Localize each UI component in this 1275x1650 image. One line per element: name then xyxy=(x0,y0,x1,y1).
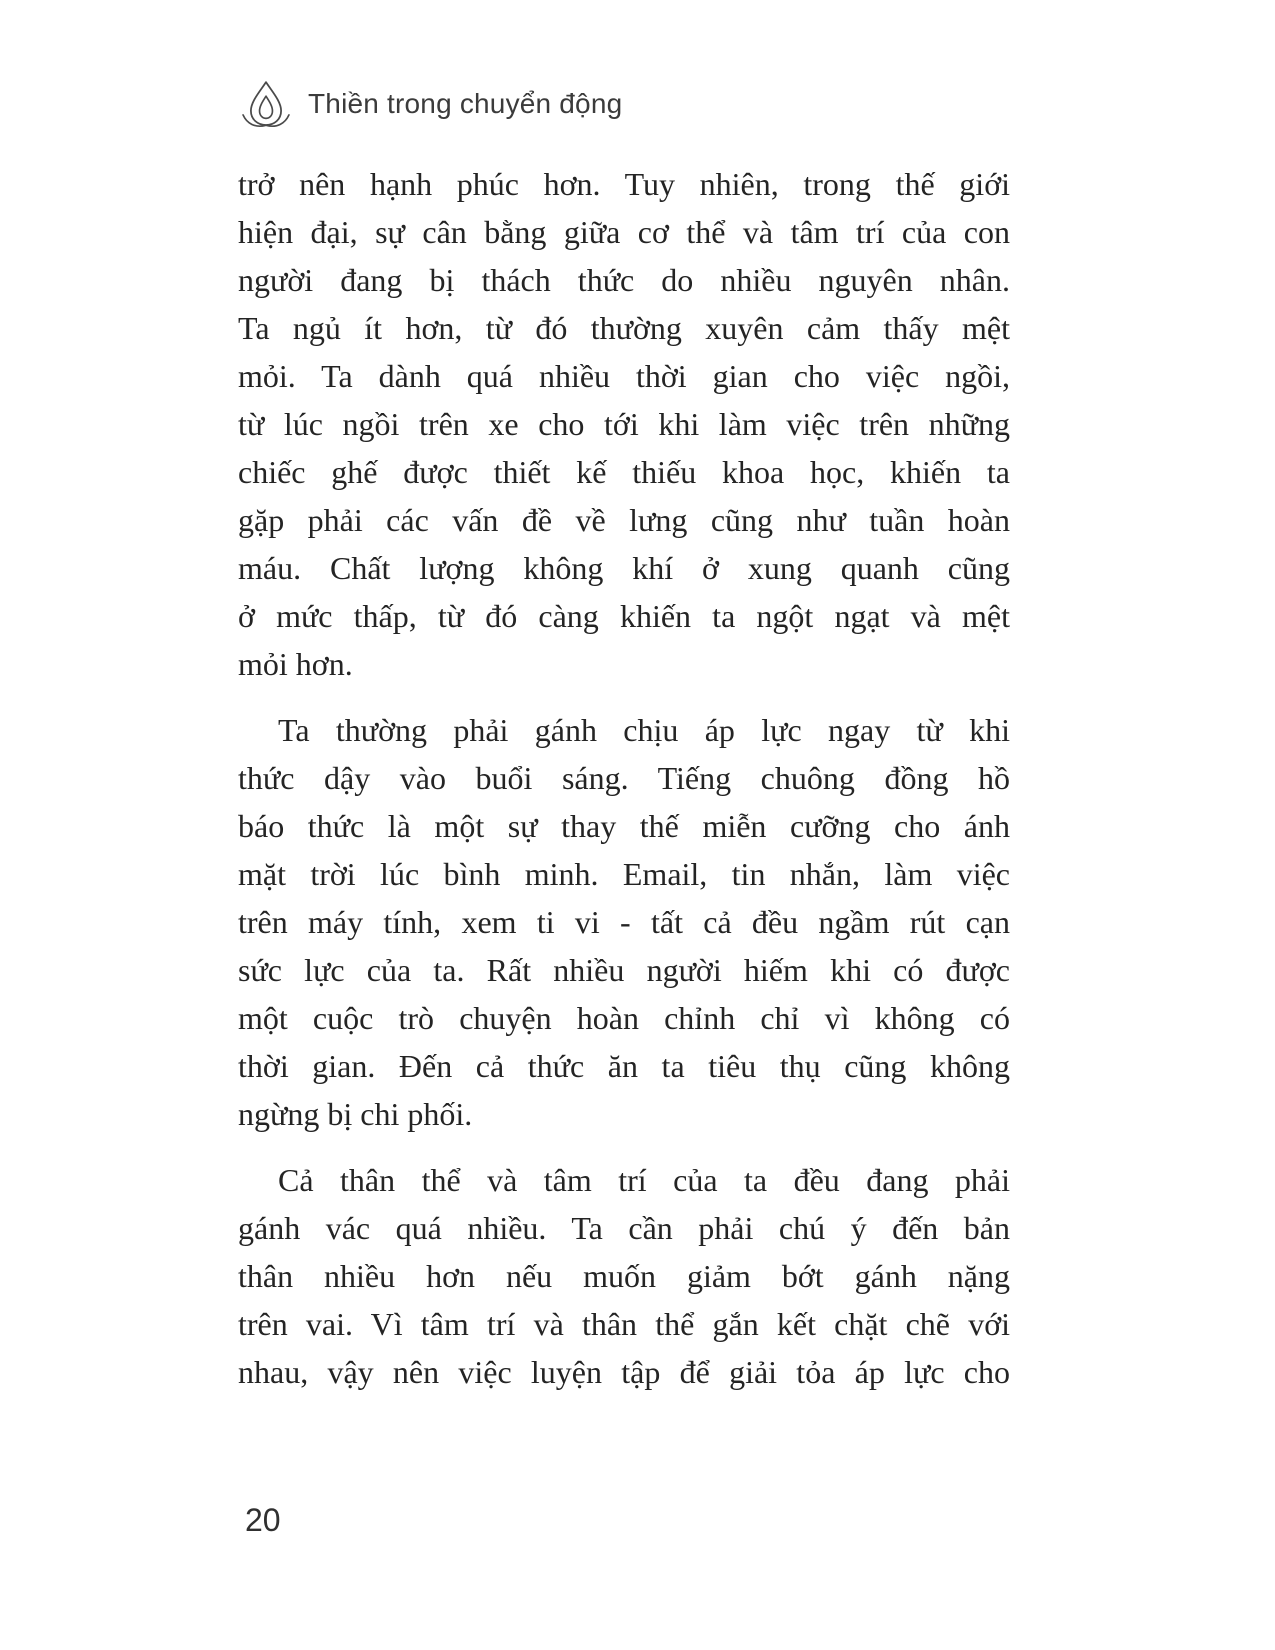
text-line: sức lực của ta. Rất nhiều người hiếm khi có được xyxy=(238,952,1010,988)
text-line: gánh vác quá nhiều. Ta cần phải chú ý đến bản xyxy=(238,1210,1010,1246)
text-line: ngừng bị chi phối. xyxy=(238,1096,473,1132)
text-line: Cả thân thể và tâm trí của ta đều đang phải xyxy=(278,1162,1010,1198)
text-line: trên máy tính, xem ti vi - tất cả đều ngầm rút cạn xyxy=(238,904,1010,940)
text-line: trên vai. Vì tâm trí và thân thể gắn kết chặt chẽ với xyxy=(238,1306,1010,1342)
body-text xyxy=(238,160,1010,1396)
text-line: gặp phải các vấn đề về lưng cũng như tuần hoàn xyxy=(238,502,1010,538)
text-line: thức dậy vào buổi sáng. Tiếng chuông đồng hồ xyxy=(238,760,1010,796)
text-line: ở mức thấp, từ đó càng khiến ta ngột ngạt và mệt xyxy=(238,598,1010,634)
text-line: mỏi. Ta dành quá nhiều thời gian cho việc ngồi, xyxy=(238,358,1010,394)
text-line: thời gian. Đến cả thức ăn ta tiêu thụ cũng không xyxy=(238,1048,1010,1084)
text-line: từ lúc ngồi trên xe cho tới khi làm việc trên những xyxy=(238,406,1010,442)
text-line: người đang bị thách thức do nhiều nguyên nhân. xyxy=(238,262,1010,298)
page-header xyxy=(241,78,622,130)
book-title: Thiền trong chuyển động xyxy=(308,88,623,119)
text-line: trở nên hạnh phúc hơn. Tuy nhiên, trong thế giới xyxy=(238,166,1010,202)
text-line: chiếc ghế được thiết kế thiếu khoa học, khiến ta xyxy=(238,454,1010,490)
text-line: mặt trời lúc bình minh. Email, tin nhắn, làm việc xyxy=(238,856,1010,892)
text-line: máu. Chất lượng không khí ở xung quanh cũng xyxy=(238,550,1010,586)
text-line: nhau, vậy nên việc luyện tập để giải tỏa áp lực cho xyxy=(238,1354,1010,1390)
text-line: báo thức là một sự thay thế miễn cưỡng cho ánh xyxy=(238,808,1010,844)
text-line: một cuộc trò chuyện hoàn chỉnh chỉ vì không có xyxy=(238,1000,1010,1036)
lotus-icon xyxy=(241,78,291,130)
text-line: Ta thường phải gánh chịu áp lực ngay từ khi xyxy=(278,712,1010,748)
paragraph xyxy=(238,160,1010,688)
text-line: thân nhiều hơn nếu muốn giảm bớt gánh nặng xyxy=(238,1258,1010,1294)
text-line: Ta ngủ ít hơn, từ đó thường xuyên cảm thấy mệt xyxy=(238,310,1010,346)
paragraph xyxy=(238,706,1010,1138)
paragraph xyxy=(238,1156,1010,1396)
page-number: 20 xyxy=(245,1502,281,1538)
text-line: mỏi hơn. xyxy=(238,646,353,682)
text-line: hiện đại, sự cân bằng giữa cơ thể và tâm trí của con xyxy=(238,214,1010,250)
